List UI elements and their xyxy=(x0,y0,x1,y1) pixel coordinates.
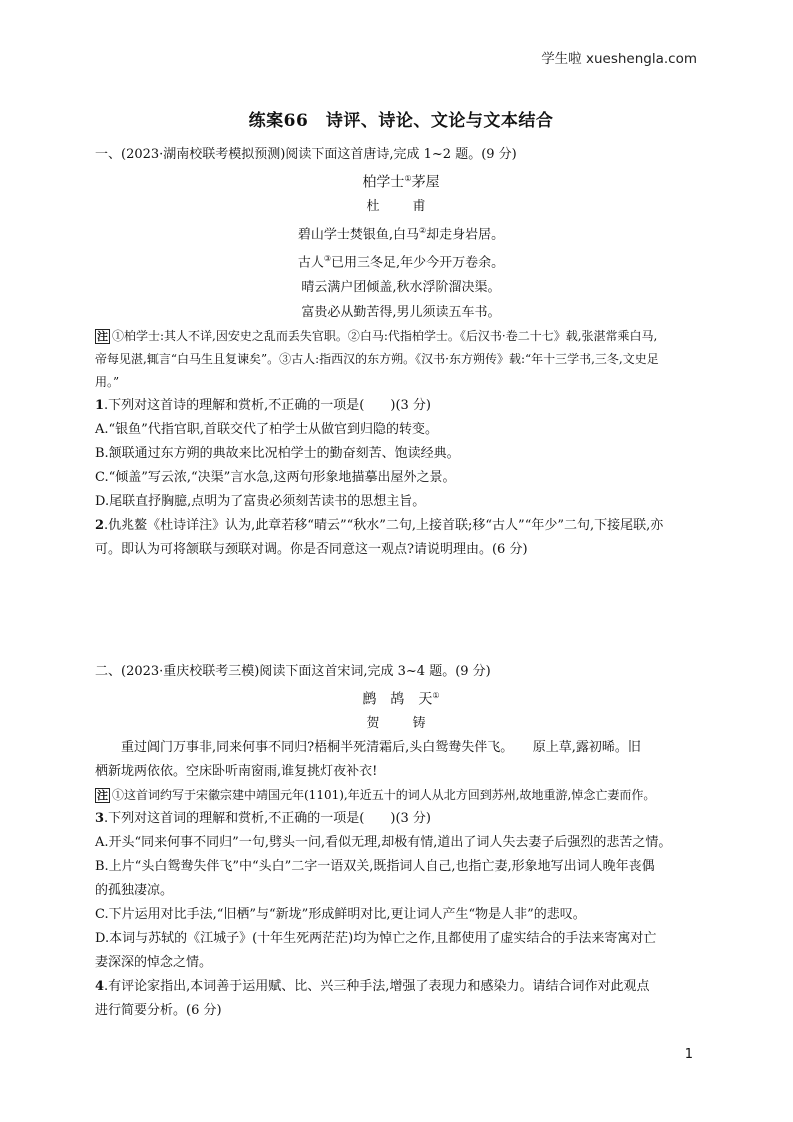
ci-title xyxy=(95,684,707,712)
poem-author: 杜 甫 xyxy=(366,198,436,214)
question-4 xyxy=(95,975,707,1023)
option-text: D.本词与苏轼的《江城子》(十年生死两茫茫)均为悼亡之作,且都使用了虚实结合的手法来寄寓对亡 xyxy=(95,930,657,946)
option-b xyxy=(95,855,707,903)
note-text: ①柏学士:其人不详,因安史之乱而丢失官职。②白马:代指柏学士。《后汉书·卷二十七》载,张湛常乘白马, xyxy=(112,329,658,344)
question-number: 4 xyxy=(95,978,105,994)
footnote-mark: ② xyxy=(418,225,427,235)
option-a: A.开头“同来何事不同归”一句,劈头一问,看似无理,却极有情,道出了词人失去妻子后强烈的悲苦之情。 xyxy=(95,834,672,850)
ci-title-text: 鹧 鸪 天 xyxy=(362,691,433,708)
ci-author: 贺 铸 xyxy=(366,715,436,731)
footnote-mark: ① xyxy=(404,174,412,183)
poem-line-3: 晴云满户团倾盖,秋水浮阶溜决渠。 xyxy=(301,280,501,296)
question-text: .下列对这首词的理解和赏析,不正确的一项是( )(3 分) xyxy=(104,810,432,826)
question-2 xyxy=(95,514,707,562)
section2-heading: 二、(2023·重庆校联考三模)阅读下面这首宋词,完成 3~4 题。(9 分) xyxy=(95,664,491,680)
option-c: C.下片运用对比手法,“旧栖”与“新垅”形成鲜明对比,更让词人产生“物是人非”的悲叹。 xyxy=(95,906,586,922)
ci-body-continued: 栖新垅两依依。空床卧听南窗雨,谁复挑灯夜补衣! xyxy=(95,763,378,779)
footnote-mark: ③ xyxy=(323,254,332,264)
poem-line-1 xyxy=(95,219,707,248)
watermark: 学生啦 xueshengla.com xyxy=(541,51,697,67)
page-title: 练案66 诗评、诗论、文论与文本结合 xyxy=(248,111,554,131)
poem-line-text: 古人 xyxy=(297,255,324,271)
option-a: A.“银鱼”代指官职,首联交代了柏学士从做官到归隐的转变。 xyxy=(95,422,438,438)
question-1 xyxy=(95,394,707,418)
question-3 xyxy=(95,807,707,831)
option-d: D.尾联直抒胸臆,点明为了富贵必须刻苦读书的思想主旨。 xyxy=(95,494,426,510)
page-number: 1 xyxy=(684,1047,693,1062)
note-tag: 注 xyxy=(97,788,108,802)
option-c: C.“倾盖”写云浓,“决渠”言水急,这两句形象地描摹出屋外之景。 xyxy=(95,470,456,486)
poem-line-text: 却走身岩居。 xyxy=(426,226,505,242)
note-text: ①这首词约写于宋徽宗建中靖国元年(1101),年近五十的词人从北方回到苏州,故地重游,悼念亡妻而作。 xyxy=(112,787,656,802)
poem-line-text: 已用三冬足,年少今开万卷余。 xyxy=(331,255,505,271)
option-text: 妻深深的悼念之情。 xyxy=(95,954,213,970)
question-number: 3 xyxy=(95,810,105,826)
poem-line-2 xyxy=(95,247,707,276)
section1-heading: 一、(2023·湖南校联考模拟预测)阅读下面这首唐诗,完成 1~2 题。(9 分) xyxy=(95,147,517,162)
question-text: 可。即认为可将颔联与颈联对调。你是否同意这一观点?请说明理由。(6 分) xyxy=(95,542,528,558)
note-text: 帝每见湛,辄言“白马生且复谏矣”。③古人:指西汉的东方朔。《汉书·东方朔传》载:“年十三学书,三冬,文史足 xyxy=(95,352,659,367)
poem-note xyxy=(95,325,707,394)
option-d xyxy=(95,927,707,975)
poem-title-text: 柏学士 xyxy=(362,174,405,191)
question-text: 进行简要分析。(6 分) xyxy=(95,1002,222,1018)
question-text: .下列对这首诗的理解和赏析,不正确的一项是( )(3 分) xyxy=(104,398,432,414)
poem-title xyxy=(95,167,707,195)
question-text: .有评论家指出,本词善于运用赋、比、兴三种手法,增强了表现力和感染力。请结合词作对此观点 xyxy=(104,978,650,994)
note-text: 用。” xyxy=(95,375,120,390)
option-text: 的孤独凄凉。 xyxy=(95,882,174,898)
footnote-mark: ① xyxy=(432,691,440,701)
answer-space xyxy=(95,562,707,660)
poem-line-4: 富贵必从勤苦得,男儿须读五车书。 xyxy=(301,304,501,320)
option-text: B.上片“头白鸳鸯失伴飞”中“头白”二字一语双关,既指词人自己,也指亡妻,形象地写出词人晚年丧偶 xyxy=(95,858,655,874)
question-text: .仇兆鳌《杜诗详注》认为,此章若移“晴云”“秋水”二句,上接首联;移“古人”“年少”二句,下接尾联,亦 xyxy=(104,518,664,534)
poem-title-text-end: 茅屋 xyxy=(411,174,440,191)
ci-note xyxy=(95,784,707,807)
ci-text: 重过阊门万事非,同来何事不同归?梧桐半死清霜后,头白鸳鸯失伴飞。 原上草,露初晞。旧 xyxy=(121,739,641,755)
ci-body xyxy=(95,736,707,760)
question-number: 1 xyxy=(95,398,105,414)
question-number: 2 xyxy=(95,518,105,534)
poem-line-text: 碧山学士焚银鱼,白马 xyxy=(297,226,419,242)
option-b: B.颔联通过东方朔的典故来比况柏学士的勤奋刻苦、饱读经典。 xyxy=(95,446,460,462)
note-tag: 注 xyxy=(97,330,108,344)
content xyxy=(95,106,707,1023)
